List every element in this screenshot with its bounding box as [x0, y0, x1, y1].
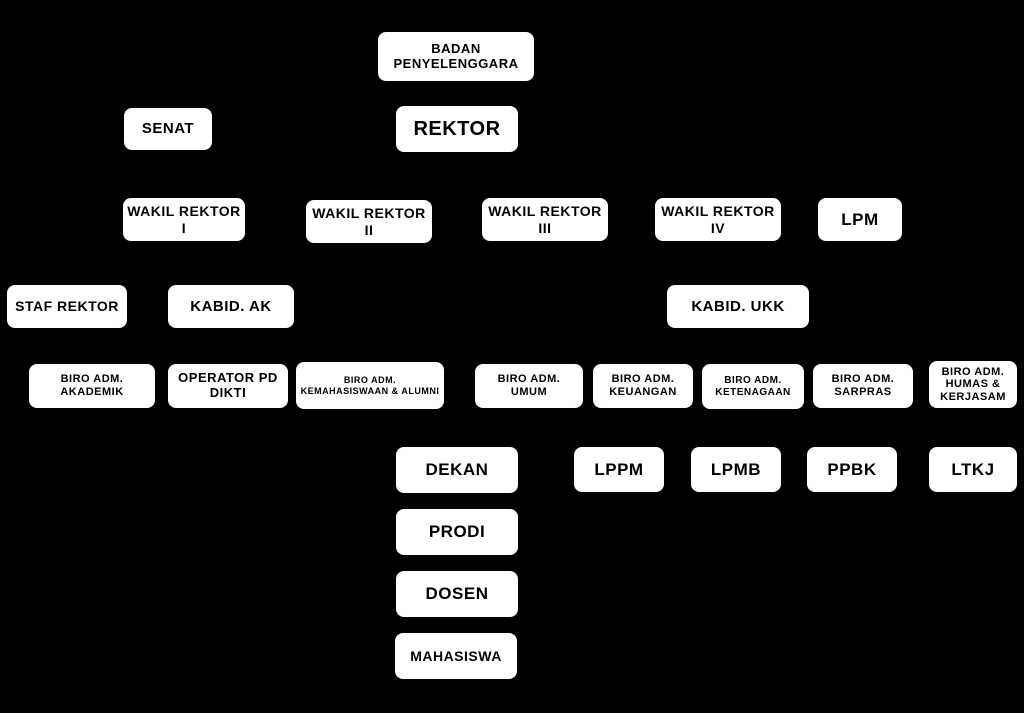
org-node-biro-adm-humas — [929, 361, 1017, 408]
org-node-label: BIRO ADM. AKADEMIK — [60, 373, 124, 398]
org-node-label: OPERATOR PD DIKTI — [178, 370, 278, 400]
org-node-mahasiswa — [395, 633, 517, 679]
org-node-label: WAKIL REKTOR II — [312, 205, 426, 238]
org-node-biro-adm-kemahasiswaan — [296, 362, 444, 409]
org-node-label: DEKAN — [425, 460, 489, 480]
org-node-kabid-ak — [168, 285, 294, 328]
org-node-ltkj — [929, 447, 1017, 492]
org-node-badan-penyelenggara — [378, 32, 534, 81]
org-node-kabid-ukk — [667, 285, 809, 328]
org-node-biro-adm-keuangan — [593, 364, 693, 408]
org-node-label: BIRO ADM. HUMAS & KERJASAM — [940, 365, 1006, 403]
org-node-label: PRODI — [428, 522, 486, 542]
org-node-dosen — [396, 571, 518, 617]
org-node-biro-adm-akademik — [29, 364, 155, 408]
org-node-label: BIRO ADM. KEUANGAN — [609, 373, 677, 398]
org-node-staf-rektor — [7, 285, 127, 328]
org-node-lpmb — [691, 447, 781, 492]
org-node-lppm — [574, 447, 664, 492]
org-node-label: LPPM — [594, 459, 644, 479]
org-node-label: LPMB — [710, 459, 762, 479]
org-node-wakil-rektor-3 — [482, 198, 608, 241]
org-node-wakil-rektor-2 — [306, 200, 432, 243]
org-node-biro-adm-ketenagaan — [702, 364, 804, 409]
org-node-label: STAF REKTOR — [15, 298, 119, 315]
org-node-prodi — [396, 509, 518, 555]
org-node-label: BIRO ADM. KETENAGAAN — [715, 375, 791, 398]
org-node-label: KABID. UKK — [691, 297, 785, 315]
org-node-dekan — [396, 447, 518, 493]
org-node-label: BIRO ADM. KEMAHASISWAAN & ALUMNI — [300, 375, 440, 396]
org-node-rektor — [396, 106, 518, 152]
org-node-label: LTKJ — [951, 459, 995, 479]
org-node-operator-pd-dikti — [168, 364, 288, 408]
org-node-label: WAKIL REKTOR IV — [661, 203, 775, 236]
org-node-label: BADAN PENYELENGGARA — [393, 40, 519, 71]
org-node-wakil-rektor-1 — [123, 198, 245, 241]
org-node-senat — [124, 108, 212, 150]
org-node-label: KABID. AK — [190, 297, 272, 315]
org-node-label: BIRO ADM. UMUM — [497, 373, 561, 398]
org-node-label: LPM — [841, 209, 879, 229]
org-node-label: DOSEN — [425, 584, 489, 604]
org-node-label: REKTOR — [413, 117, 501, 140]
org-node-biro-adm-umum — [475, 364, 583, 408]
org-node-label: BIRO ADM. SARPRAS — [831, 373, 895, 398]
org-node-wakil-rektor-4 — [655, 198, 781, 241]
org-node-lpm — [818, 198, 902, 241]
org-node-biro-adm-sarpras — [813, 364, 913, 408]
org-node-label: WAKIL REKTOR I — [127, 203, 241, 236]
org-node-label: MAHASISWA — [410, 647, 502, 664]
org-node-label: WAKIL REKTOR III — [488, 203, 602, 236]
org-node-ppbk — [807, 447, 897, 492]
org-node-label: PPBK — [827, 459, 877, 479]
org-node-label: SENAT — [141, 120, 195, 138]
